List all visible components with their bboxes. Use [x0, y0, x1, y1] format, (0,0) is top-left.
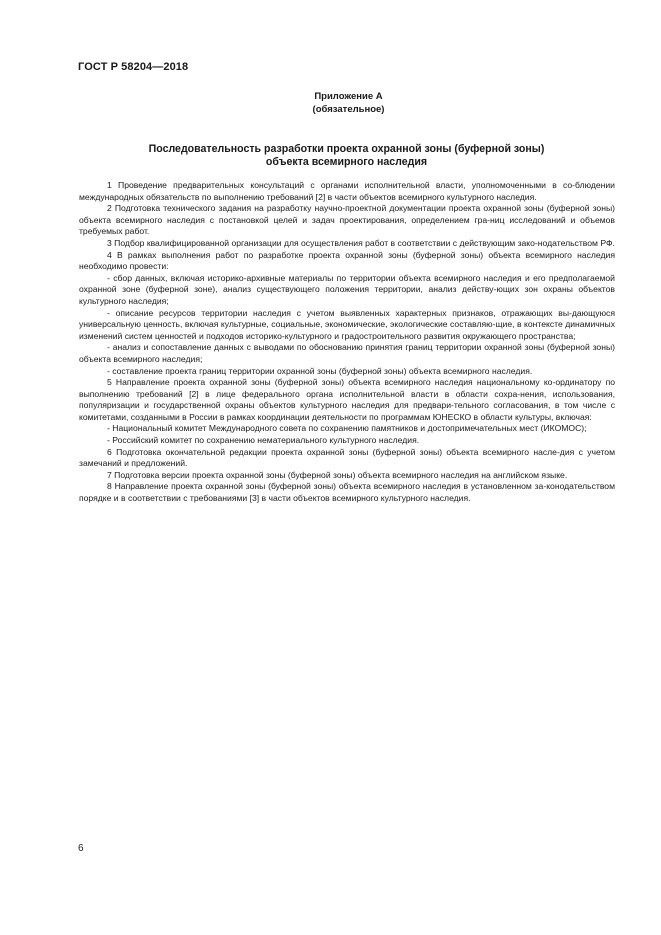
list-item-boundary-project: - составление проекта границ территории охранной зоны (буферной зоны) объекта всемирного наследия. — [107, 365, 533, 376]
list-item-russian-committee: - Российский комитет по сохранению нематериального культурного наследия. — [107, 435, 420, 446]
document-title-line-1: Последовательность разработки проекта охранной зоны (буферной зоны) — [148, 143, 545, 155]
appendix-heading — [0, 91, 661, 116]
list-item-data-collection: - сбор данных, включая историко-архивные материалы по территории объекта всемирного наследия и его предполагаемой охранной зоне (буферной зоне), анализ существующего положения территории, анализ действу-ющих зон охраны объектов культурного наследия; — [79, 272, 615, 306]
paragraph-4: 4 В рамках выполнения работ по разработке проекта охранной зоны (буферной зоны) объекта всемирного наследия необходимо провести: — [79, 249, 615, 272]
paragraph-5: 5 Направление проекта охранной зоны (буферной зоны) объекта всемирного наследия национальному ко-ординатору по выполнению требований [2] в лице федерального органа исполнительной власти в области сохра-нения, использования, популяризации и государственной охраны объектов культурного наследия для предвари-тельного согласования, в том числе с комитетами, созданными в России в рамках координации деятельности по программам ЮНЕСКО в области культуры, включая: — [79, 377, 615, 422]
appendix-label: Приложение А — [314, 91, 383, 102]
list-item-icomos: - Национальный комитет Международного совета по сохранению памятников и достопримечательных мест (ИКОМОС); — [107, 423, 587, 434]
document-title — [0, 143, 661, 169]
paragraph-7: 7 Подготовка версии проекта охранной зоны (буферной зоны) объекта всемирного наследия на английском языке. — [107, 469, 568, 480]
paragraph-3: 3 Подбор квалифицированной организации для осуществления работ в соответствии с действующим зако-нодательством РФ. — [107, 237, 615, 248]
body-text — [79, 180, 615, 505]
document-title-line-2: объекта всемирного наследия — [265, 156, 428, 168]
paragraph-6: 6 Подготовка окончательной редакции проекта охранной зоны (буферной зоны) объекта всемирного насле-дия с учетом замечаний и предложений. — [79, 446, 615, 469]
standard-code: ГОСТ Р 58204—2018 — [78, 61, 189, 73]
paragraph-2: 2 Подготовка технического задания на разработку научно-проектной документации проекта охранной зоны (буферной зоны) объекта всемирного наследия с постановкой целей и задач проектирования, определением гра-ниц исследований и объемов требуемых работ. — [79, 203, 615, 237]
paragraph-1: 1 Проведение предварительных консультаций с органами исполнительной власти, уполномоченными в со-блюдении международных обязательств по выполнению требований [2] в части объектов всемирного культурного наследия. — [79, 180, 615, 202]
appendix-status: (обязательное) — [312, 103, 385, 115]
paragraph-8: 8 Направление проекта охранной зоны (буферной зоны) объекта всемирного наследия в установленном за-конодательством порядке и в соответствии с требованиями [3] в части объектов всемирного культурного наследия. — [79, 481, 615, 504]
page-number: 6 — [78, 843, 84, 854]
list-item-data-analysis: - анализ и сопоставление данных с выводами по обоснованию принятия границ территории охранной зоны (буферной зоны) объекта всемирного наследия; — [79, 342, 615, 364]
list-item-resource-description: - описание ресурсов территории наследия с учетом выявленных характерных признаков, отражающих вы-дающуюся универсальную ценность, включая культурные, социальные, экономические, экологические составляю-щие, в контексте динамичных изменений систем ценностей и подходов историко-культурного и градостроительного развития окружающего пространства; — [79, 307, 615, 341]
